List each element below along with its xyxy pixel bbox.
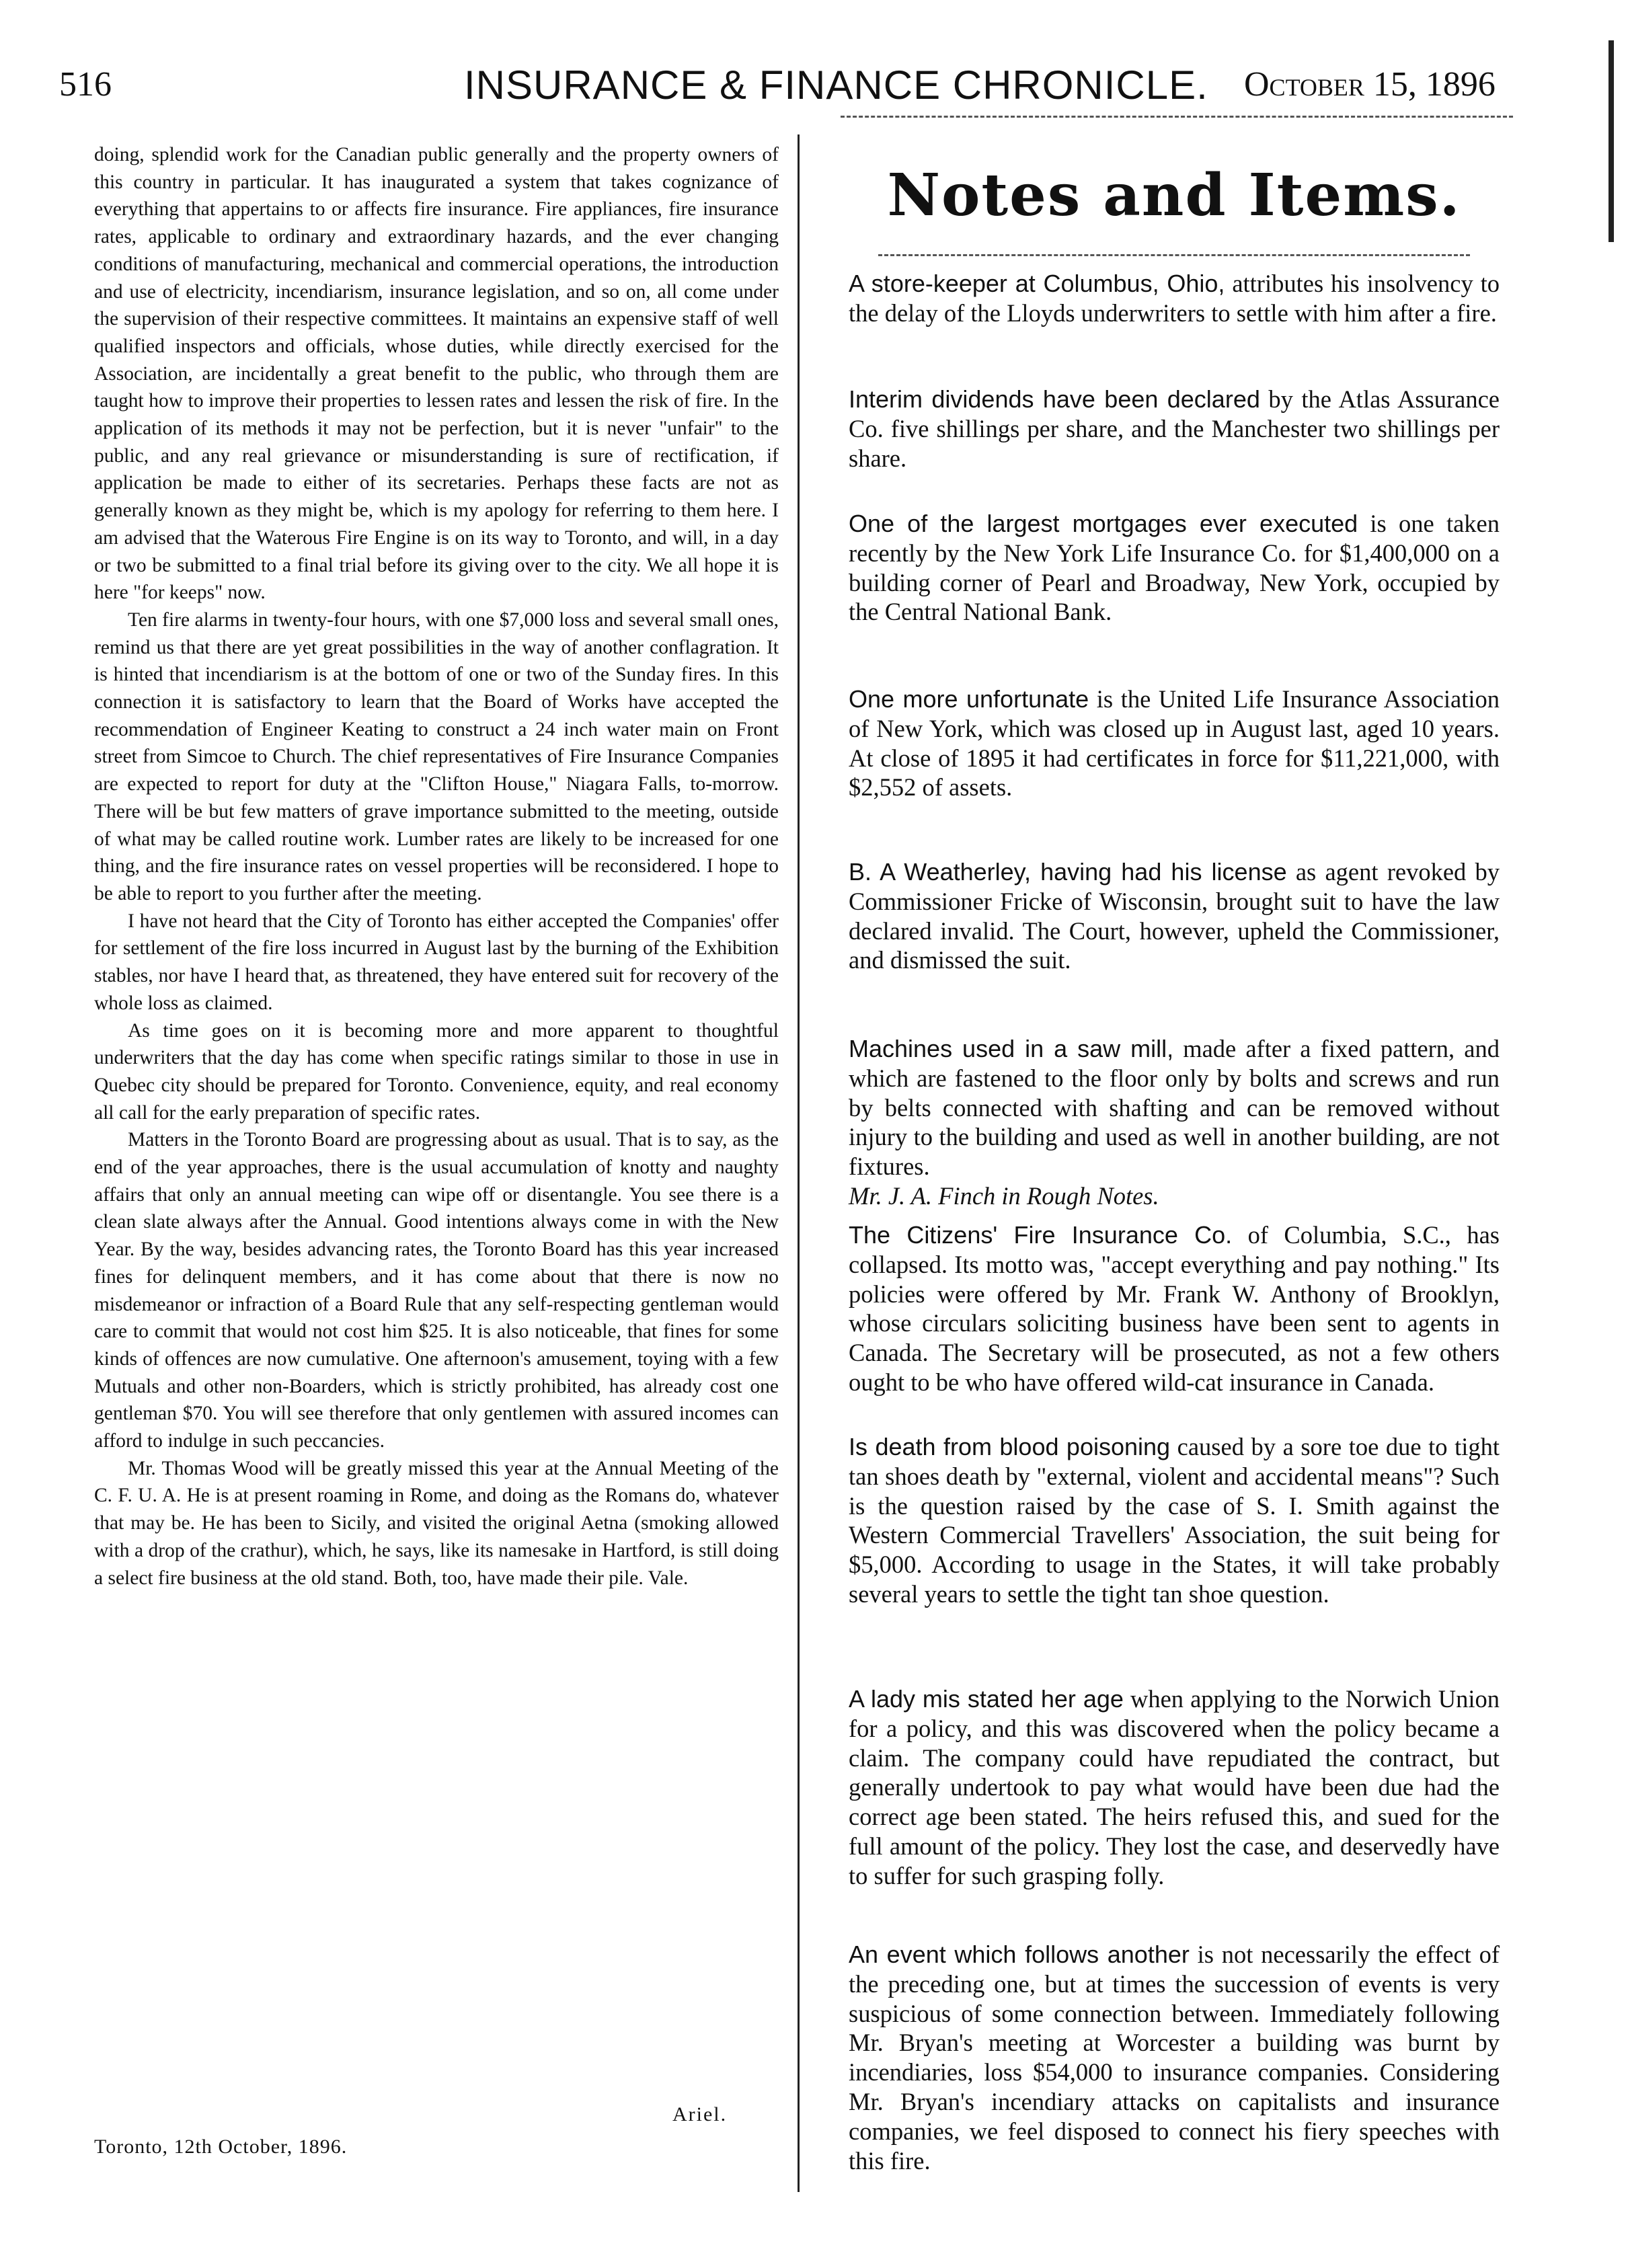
page-number: 516 (59, 65, 112, 104)
news-item-lead: Interim dividends have been declared (849, 385, 1260, 413)
left-column (94, 141, 779, 1592)
news-item-lead: B. A Weatherley, having had his license (849, 858, 1287, 886)
heading-rule (878, 254, 1470, 256)
news-item (849, 385, 1500, 473)
news-item (849, 685, 1500, 802)
news-item-lead: Is death from blood poisoning (849, 1433, 1171, 1460)
news-item-lead: One more unfortunate (849, 685, 1089, 713)
news-item-lead: A lady mis stated her age (849, 1685, 1124, 1713)
left-paragraph: Matters in the Toronto Board are progressing about as usual. That is to say, as the end of the year approaches, there is the usual accumulation of knotty and naughty affairs that only an annual meeting can wipe off or disentangle. You see there is a clean slate always after the Annual. Good intentions always come in with the New Year. By the way, besides advancing rates, the Toronto Board has this year increased fines for delinquent members, and it has come about that there is now no misdemeanor or infraction of a Board Rule that any self-respecting gentleman would care to commit that would not cost him $25. It is also noticeable, that fines for some kinds of offences are now cumulative. One afternoon's amusement, toying with a few Mutuals and other non-Boarders, which is strictly prohibited, has already cost one gentleman $70. You will see therefore that only gentlemen with assured incomes can afford to indulge in such peccancies. (94, 1129, 779, 1452)
news-item (849, 269, 1500, 328)
news-item-source: Mr. J. A. Finch in Rough Notes. (849, 1181, 1159, 1210)
header-rule (841, 116, 1513, 118)
left-paragraph: Ten fire alarms in twenty-four hours, with one $7,000 loss and several small ones, remind us that there are yet great possibilities in the way of another conflagration. It is hinted that incendiarism is at the bottom of one or two of the Sunday fires. In this connection it is satisfactory to learn that the Board of Works have accepted the recommendation of Engineer Keating to construct a 24 inch water main on Front street from Simcoe to Church. The chief representatives of Fire Insurance Companies are expected to report for duty at the "Clifton House," Niagara Falls, to-morrow. There will be but few matters of grave importance submitted to the meeting, outside of what may be called routine work. Lumber rates are likely to be increased for one thing, and the fire insurance rates on vessel properties will be reconsidered. I hope to be able to report to you further after the meeting. (94, 609, 779, 904)
news-item (849, 1034, 1500, 1211)
news-item (849, 1432, 1500, 1609)
news-item-lead: Machines used in a saw mill, (849, 1035, 1174, 1062)
news-item-body: when applying to the Norwich Union for a policy, and this was discovered when the policy became a claim. The company could have repudiated the contract, but generally undertook to pay what would have been due had the correct age been stated. The heirs refused this, and sued for the full amount of the policy. They lost the case, and deservedly have to suffer for such grasping folly. (849, 1685, 1500, 1889)
news-item-body: is the United Life Insurance Association of New York, which was closed up in August last, aged 10 years. At close of 1895 it had certificates in force for $11,221,000, with $2,552 of assets. (849, 685, 1500, 801)
news-item-body: made after a fixed pattern, and which are fastened to the floor only by bolts and screws and run by belts connected with shafting and can be removed without injury to the building and used as well in another building, are not fixtures. (849, 1035, 1500, 1181)
section-heading: Notes and Items. (887, 161, 1461, 229)
news-item-body: as agent revoked by Commissioner Fricke of Wisconsin, brought suit to have the law declared invalid. The Court, however, upheld the Commissioner, and dismissed the suit. (849, 858, 1500, 974)
news-item-body: attributes his insolvency to the delay of the Lloyds underwriters to settle with him after a fire. (849, 270, 1500, 327)
news-item-lead: An event which follows another (849, 1941, 1190, 1968)
left-paragraph: Mr. Thomas Wood will be greatly missed this year at the Annual Meeting of the C. F. U. A. He is at present roaming in Rome, and doing as the Romans do, whatever that may be. He has been to Sicily, and visited the original Aetna (smoking allowed with a drop of the crathur), which, he says, like its namesake in Hartford, is still doing a select fire business at the old stand. Both, too, have made their pile. Vale. (94, 1457, 779, 1589)
right-column (849, 134, 1500, 2175)
page-edge-mark (1608, 40, 1614, 242)
dateline: Toronto, 12th October, 1896. (94, 2136, 348, 2158)
left-paragraph: doing, splendid work for the Canadian public generally and the property owners of this country in particular. It has inaugurated a system that takes cognizance of everything that appertains to or affects fire insurance. Fire appliances, fire insurance rates, applicable to ordinary and extraordinary hazards, and the ever changing conditions of manufacturing, mechanical and commercial operations, the introduction and use of electricity, incendiarism, insurance legislation, and so on, all come under the supervision of their respective committees. It maintains an expensive staff of well qualified inspectors and officials, whose duties, while directly exercised for the Association, are incidentally a great benefit to the public, who through them are taught how to improve their properties to lessen rates and lessen the risk of fire. In the application of its methods it may not be perfection, but it is never "unfair" to the public, and any real grievance or misunderstanding is sure of rectification, if application be made to either of its secretaries. Perhaps these facts are not as generally known as they might be, which is my apology for referring to them here. I am advised that the Waterous Fire Engine is on its way to Toronto, and will, in a day or two be submitted to a final trial before its giving over to the city. We all hope it is here "for keeps" now. (94, 144, 779, 604)
left-paragraph: As time goes on it is becoming more and more apparent to thoughtful underwriters that the day has come when specific ratings similar to those in use in Quebec city should be prepared for Toronto. Convenience, equity, and real economy all call for the early preparation of specific rates. (94, 1019, 779, 1124)
publication-title: INSURANCE & FINANCE CHRONICLE. (464, 63, 1208, 108)
column-divider (798, 134, 800, 2192)
news-item-body: caused by a sore toe due to tight tan shoes death by "external, violent and accidental means"? Such is the question raised by the case of S. I. Smith against the Western Commercial Travellers' Association, the suit being for $5,000. According to usage in the States, it will take probably several years to settle the tight tan shoe question. (849, 1433, 1500, 1608)
news-item-lead: One of the largest mortgages ever executed (849, 510, 1358, 537)
news-item (849, 857, 1500, 975)
news-item-body: of Columbia, S.C., has collapsed. Its motto was, "accept everything and pay nothing." Its policies were offered by Mr. Frank W. Anthony of Brooklyn, whose circulars soliciting business have been sent to agents in Canada. The Secretary will be prosecuted, as not a few others ought to be who have offered wild-cat insurance in Canada. (849, 1221, 1500, 1396)
news-item-lead: The Citizens' Fire Insurance Co. (849, 1221, 1233, 1249)
news-item-lead: A store-keeper at Columbus, Ohio, (849, 270, 1225, 297)
news-item (849, 1220, 1500, 1397)
left-paragraph: I have not heard that the City of Toronto has either accepted the Companies' offer for settlement of the fire loss incurred in August last by the burning of the Exhibition stables, nor have I heard that, as threatened, they have entered suit for recovery of the whole loss as claimed. (94, 910, 779, 1014)
news-item (849, 509, 1500, 627)
issue-date: October 15, 1896 (1244, 65, 1496, 104)
news-item-body: is one taken recently by the New York Life Insurance Co. for $1,400,000 on a building corner of Pearl and Broadway, New York, occupied by the Central National Bank. (849, 510, 1500, 626)
news-item-body: is not necessarily the effect of the preceding one, but at times the succession of events is very suspicious of some connection between. Immediately following Mr. Bryan's meeting at Worcester a building was burnt by incendiaries, loss $54,000 to insurance companies. Considering Mr. Bryan's incendiary attacks on capitalists and insurance companies, we feel disposed to connect his fiery speeches with this fire. (849, 1941, 1500, 2175)
news-item (849, 1684, 1500, 1891)
author-signature: Ariel. (672, 2103, 728, 2125)
news-item-body: by the Atlas Assurance Co. five shillings per share, and the Manchester two shillings per share. (849, 385, 1500, 472)
news-item (849, 1940, 1500, 2175)
